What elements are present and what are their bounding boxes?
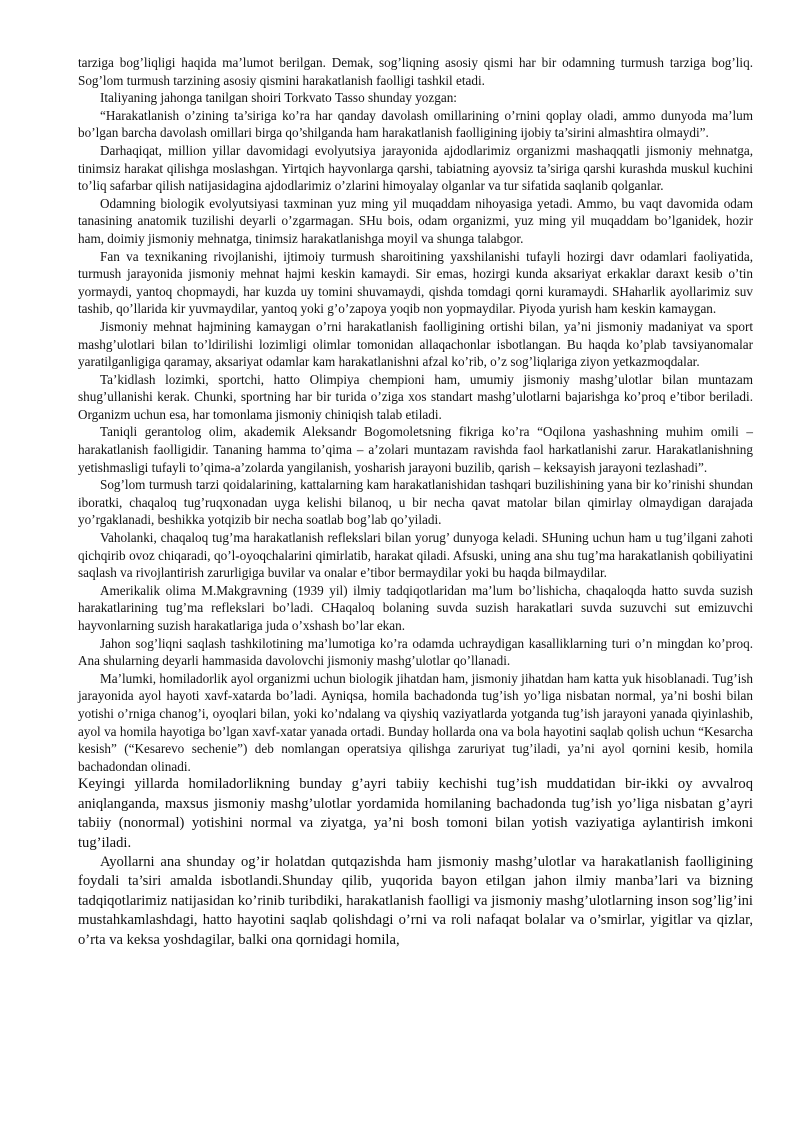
document-page xyxy=(78,54,753,950)
paragraph-6: Fan va texnikaning rivojlanishi, ijtimoiy turmush sharoitining yaxshilanishi tufayli hozirgi davr odamlari faoliyatida, turmush jarayonida jismoniy mehnat hajmi keskin kamaydi. Sir emas, hozirgi kunda aksariyat erkaklar daraxt kesib o’tin yormaydi, yantoq chopmaydi, har kuzda uy tomini shuvamaydi, qishda tomdagi qorni kuramaydi. SHaharlik ayollarimiz suv tashib, qo’llarida kir yuvmaydilar, yantoq yoki g’o’zapoya yoqib non yopmaydilar. Piyoda yurish ham keskin kamaygan. xyxy=(78,248,753,317)
paragraph-5: Odamning biologik evolyutsiyasi taxminan yuz ming yil muqaddam nihoyasiga yetadi. Ammo, bu vaqt davomida odam tanasining anatomik tuzilishi deyarli o’zgarmagan. SHu bois, odam organizmi, yuz ming yil muqaddam bo’lganidek, hozir ham, doimiy jismoniy mehnatga, tinimsiz harakatlanishga moyil va shunga talabgor. xyxy=(78,195,753,246)
paragraph-11: Vaholanki, chaqaloq tug’ma harakatlanish reflekslari bilan yorug’ dunyoga keladi. SHuning uchun ham u tug’ilgani zahoti qichqirib ovoz chiqaradi, qo’l-oyoqchalarini qimirlatib, harakat qiladi. Afsuski, uning ana shu tug’ma harakatlanish qobiliyatini saqlash va rivojlantirish zarurligiga buvilar va onalar e’tibor bermaydilar yoki bu haqda bilmaydilar. xyxy=(78,530,753,581)
paragraph-8: Ta’kidlash lozimki, sportchi, hatto Olimpiya chempioni ham, umumiy jismoniy mashg’ulotlar bilan muntazam shug’ullanishi kerak. Chunki, sportning har bir turida o’ziga xos standart mashg’ulotlarni bajarishga ko’proq e’tibor beriladi. Organizm uchun esa, har tomonlama jismoniy chiniqish talab etiladi. xyxy=(78,371,753,422)
paragraph-15: Keyingi yillarda homiladorlikning bunday g’ayri tabiiy kechishi tug’ish muddatidan bir-ikki oy avvalroq aniqlanganda, maxsus jismoniy mashg’ulotlar yordamida homilaning bachadonda tug’ish yo’liga nisbatan g’ayri tabiiy (nonormal) yotishini normal va ziyatga, ya’ni bosh tomoni bilan yotish vaziyatiga aylantirish imkoni tug’iladi. xyxy=(78,776,753,851)
paragraph-1: tarziga bog’liqligi haqida ma’lumot berilgan. Demak, sog’liqning asosiy qismi har bir odamning turmush tarziga bog’liq. Sog’lom turmush tarzining asosiy qismini harakatlanish faolligi tashkil etadi. xyxy=(78,55,753,88)
paragraph-16: Ayollarni ana shunday og’ir holatdan qutqazishda ham jismoniy mashg’ulotlar va harakatlanish faolligining foydali ta’siri amalda isbotlandi.Shunday qilib, yuqorida bayon etilgan jahon ilmiy manba’lari va bizning tadqiqotlarimiz natijasidan ko’rinib turibdiki, harakatlanish faolligi va jismoniy mashg’ulotlarning inson sog’lig’ini mustahkamlashdagi, hatto hayotini saqlab qolishdagi o’rni va roli nafaqat bolalar va o’smirlar, yigitlar va qizlar, o’rta va keksa yoshdagilar, balki ona qornidagi homila, xyxy=(78,853,753,948)
paragraph-9: Taniqli gerantolog olim, akademik Aleksandr Bogomoletsning fikriga ko’ra “Oqilona yashashning muhim omili – harakatlanish faolligidir. Tananing hamma to’qima – a’zolari muntazam ravishda faol harkatlanishi zarur. Harakatlanishning yetishmasligi tufayli to’qima-a’zolarda yangilanish, yosharish jarayoni buzilib, qarish – keksayish jarayoni tezlashadi”. xyxy=(78,424,753,475)
paragraph-7: Jismoniy mehnat hajmining kamaygan o’rni harakatlanish faolligining ortishi bilan, ya’ni jismoniy madaniyat va sport mashg’ulotlari bilan to’ldirilishi lozimligi olimlar tomonidan allaqachonlar isbotlangan. Bu haqda ko’plab tavsiyanomalar yaratilganligiga qaramay, aksariyat odamlar kam harakatlanishni afzal ko’rib, o’z sog’liqlariga ziyon yetkazmoqdalar. xyxy=(78,318,753,370)
paragraph-3-quote: “Harakatlanish o’zining ta’siriga ko’ra har qanday davolash omillarining o’rnini qoplay oladi, ammo dunyoda ma’lum bo’lgan barcha davolash omillari birga qo’shilganda ham harakatlanish faolligining ijobiy ta’sirini almashtira olmaydi”. xyxy=(78,107,753,141)
paragraph-2: Italiyaning jahonga tanilgan shoiri Torkvato Tasso shunday yozgan: xyxy=(100,90,457,106)
paragraph-12: Amerikalik olima M.Makgravning (1939 yil) ilmiy tadqiqotlaridan ma’lum bo’lishicha, chaqaloqda hatto suvda suzish harakatlarining tug’ma reflekslari bo’ladi. CHaqaloq bolaning suvda suzish harakatlari suvda suzuvchi sut emizuvchi hayvonlarning suzish harakatlariga juda o’xshash bo’lar ekan. xyxy=(78,582,753,633)
paragraph-4: Darhaqiqat, million yillar davomidagi evolyutsiya jarayonida ajdodlarimiz organizmi mashaqqatli jismoniy mehnatga, tinimsiz harakat qilishga moslashgan. Yirtqich hayvonlarga qarshi, tabiatning ayovsiz ta’siriga qarshi kurashda muskul kuchini to’liq safarbar qilish natijasidagina ajdodlarimiz o’zlarini himoyalay olganlar va tur sifatida saqlanib qolganlar. xyxy=(78,142,753,194)
paragraph-10: Sog’lom turmush tarzi qoidalarining, kattalarning kam harakatlanishidan tashqari buzilishining yana bir ko’rinishi shundan iboratki, chaqaloq tug’ruqxonadan uyga kelishi bilanoq, u bir necha qavat matolar bilan qimirlay olmaydigan darajada yo’rgaklanadi, beshikka yotqizib bir necha soatlab bog’lab qo’yiladi. xyxy=(78,477,753,528)
paragraph-13: Jahon sog’liqni saqlash tashkilotining ma’lumotiga ko’ra odamda uchraydigan kasalliklarning turi o’n mingdan ko’proq. Ana shularning deyarli hammasida davolovchi jismoniy mashg’ulotlar qo’llanadi. xyxy=(78,635,753,669)
paragraph-14: Ma’lumki, homiladorlik ayol organizmi uchun biologik jihatdan ham, jismoniy jihatdan ham katta yuk hisoblanadi. Tug’ish jarayonida ayol hayoti xavf-xatarda bo’ladi. Ayniqsa, homila bachadonda tug’ish yo’liga nisbatan normal, ya’ni boshi bilan yotishi o’rniga chanog’i, oyoqlari bilan, yoki ko’ndalang va qiyshiq vaziyatlarda yotganda tug’ish jarayoni yanada qiyinlashib, ayol va homila hayotiga bo’lgan xavf-xatar yanada ortadi. Bunday hollarda ona va bola hayotini saqlab qolish uchun “Kesarcha kesish” (“Kesarevo sechenie”) deb nomlangan operatsiya qilishga zaruriyat tug’iladi, ya’ni ayol qornini kesib, homila bachadondan olinadi. xyxy=(78,670,753,774)
